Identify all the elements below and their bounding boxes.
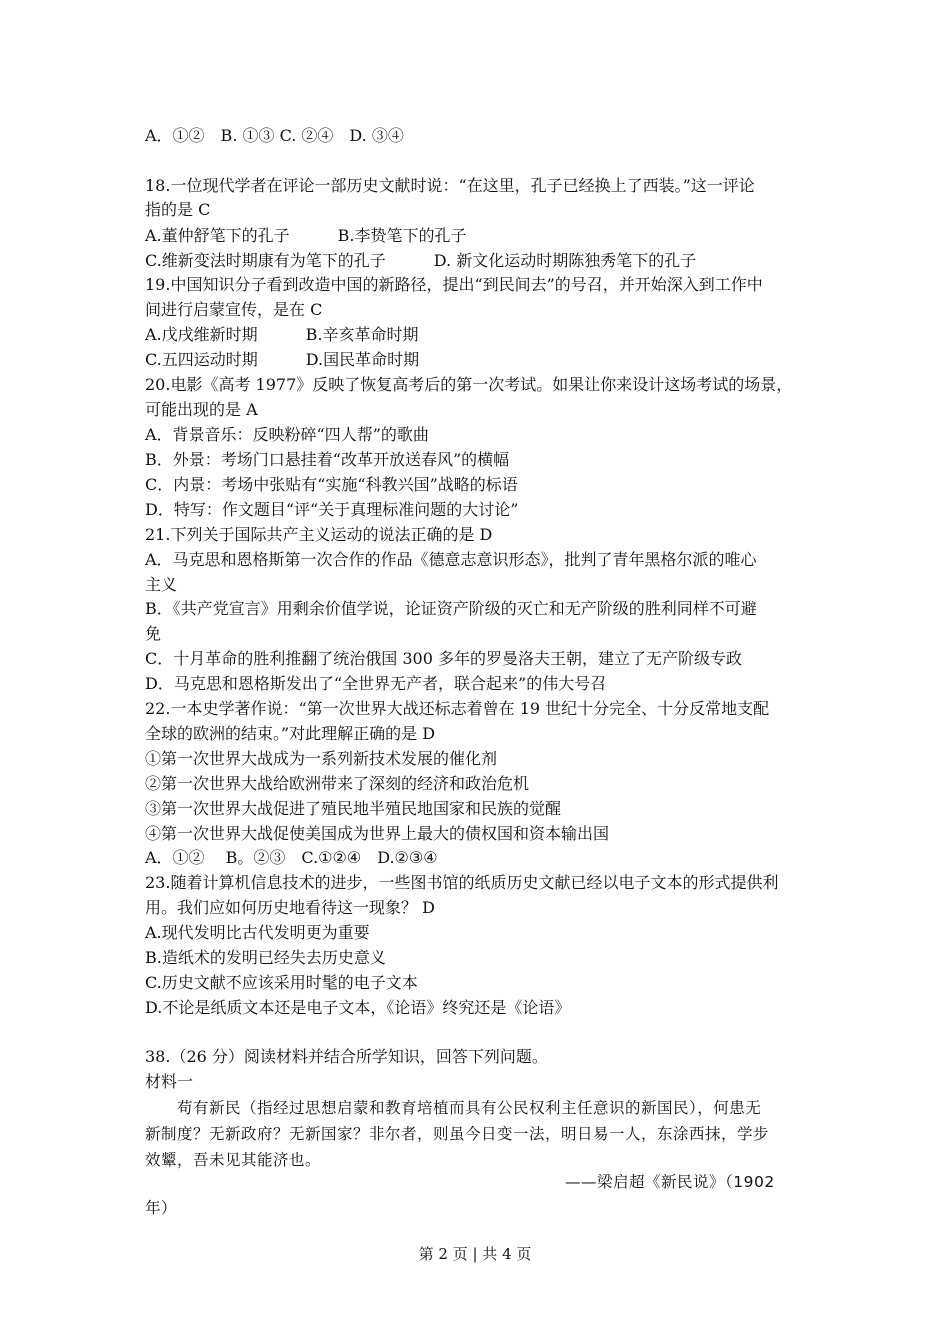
option-line: A．①② B。②③ C.①②④ D.②③④ bbox=[145, 848, 438, 867]
question-22: 22.一本史学著作说：“第一次世界大战还标志着曾在 19 世纪十分完全、十分反常地支配 bbox=[145, 699, 770, 718]
statement-line: ①第一次世界大战成为一系列新技术发展的催化剂 bbox=[145, 749, 498, 768]
option-line: B.造纸术的发明已经失去历史意义 bbox=[145, 948, 386, 967]
question-19: 19.中国知识分子看到改造中国的新路径，提出“到民间去”的号召，并开始深入到工作中 bbox=[145, 275, 763, 294]
material-citation: ——梁启超《新民说》（1902 bbox=[565, 1173, 775, 1191]
material-text-line: 效颦，吾未见其能济也。 bbox=[145, 1151, 322, 1169]
text-line: 全球的欧洲的结束。”对此理解正确的是 D bbox=[145, 724, 436, 743]
text-line: 可能出现的是 A bbox=[145, 400, 258, 419]
option-line: A.董仲舒笔下的孔子 B.李贽笔下的孔子 bbox=[145, 226, 467, 245]
option-line: D．特写：作文题目“评“关于真理标准问题的大讨论” bbox=[145, 500, 519, 519]
option-line: C.维新变法时期康有为笔下的孔子 D. 新文化运动时期陈独秀笔下的孔子 bbox=[145, 251, 697, 270]
question-38: 38.（26 分）阅读材料并结合所学知识，回答下列问题。 bbox=[145, 1047, 548, 1066]
question-18: 18.一位现代学者在评论一部历史文献时说：“在这里，孔子已经换上了西装。”这一评论 bbox=[145, 176, 755, 195]
option-line: D.不论是纸质文本还是电子文本，《论语》终究还是《论语》 bbox=[145, 998, 571, 1017]
option-line: B．外景：考场门口悬挂着“改革开放送春风”的横幅 bbox=[145, 450, 510, 469]
option-line: C．内景：考场中张贴有“实施“科教兴国”战略的标语 bbox=[145, 475, 518, 494]
page-footer: 第 2 页 | 共 4 页 bbox=[418, 1245, 532, 1263]
text-line: 主义 bbox=[145, 575, 178, 594]
option-line: A．马克思和恩格斯第一次合作的作品《德意志意识形态》，批判了青年黑格尔派的唯心 bbox=[145, 550, 757, 569]
statement-line: ②第一次世界大战给欧洲带来了深刻的经济和政治危机 bbox=[145, 774, 530, 793]
material-text-line: 新制度？无新政府？无新国家？非尔者，则虽今日变一法，明日易一人，东涂西抹，学步 bbox=[145, 1125, 770, 1143]
statement-line: ③第一次世界大战促进了殖民地半殖民地国家和民族的觉醒 bbox=[145, 799, 562, 818]
material-citation-year: 年） bbox=[145, 1199, 178, 1217]
option-line: A.戊戌维新时期 B.辛亥革命时期 bbox=[145, 325, 419, 344]
question-23: 23.随着计算机信息技术的进步，一些图书馆的纸质历史文献已经以电子文本的形式提供利 bbox=[145, 873, 779, 892]
option-line: D．马克思和恩格斯发出了“全世界无产者，联合起来”的伟大号召 bbox=[145, 674, 607, 693]
option-line: C．十月革命的胜利推翻了统治俄国 300 多年的罗曼洛夫王朝，建立了无产阶级专政 bbox=[145, 649, 742, 668]
statement-line: ④第一次世界大战促使美国成为世界上最大的债权国和资本输出国 bbox=[145, 824, 610, 843]
text-line: 指的是 C bbox=[145, 200, 211, 219]
text-line: 免 bbox=[145, 624, 162, 643]
option-line: A.现代发明比古代发明更为重要 bbox=[145, 923, 370, 942]
option-line: A．背景音乐：反映粉碎“四人帮”的歌曲 bbox=[145, 425, 429, 444]
material-heading: 材料一 bbox=[145, 1072, 194, 1091]
text-line: 间进行启蒙宣传，是在 C bbox=[145, 300, 323, 319]
text-line: 用。我们应如何历史地看待这一现象？ D bbox=[145, 898, 435, 917]
material-text-line: 苟有新民（指经过思想启蒙和教育培植而具有公民权利主任意识的新国民），何患无 bbox=[177, 1099, 762, 1117]
text-line: A．①② B. ①③ C. ②④ D. ③④ bbox=[145, 126, 404, 145]
option-line: C.历史文献不应该采用时髦的电子文本 bbox=[145, 973, 418, 992]
question-20: 20.电影《高考 1977》反映了恢复高考后的第一次考试。如果让你来设计这场考试的场景， bbox=[145, 375, 793, 394]
option-line: C.五四运动时期 D.国民革命时期 bbox=[145, 350, 420, 369]
option-line: B．《共产党宣言》用剩余价值学说，论证资产阶级的灭亡和无产阶级的胜利同样不可避 bbox=[145, 599, 757, 618]
question-21: 21.下列关于国际共产主义运动的说法正确的是 D bbox=[145, 525, 493, 544]
